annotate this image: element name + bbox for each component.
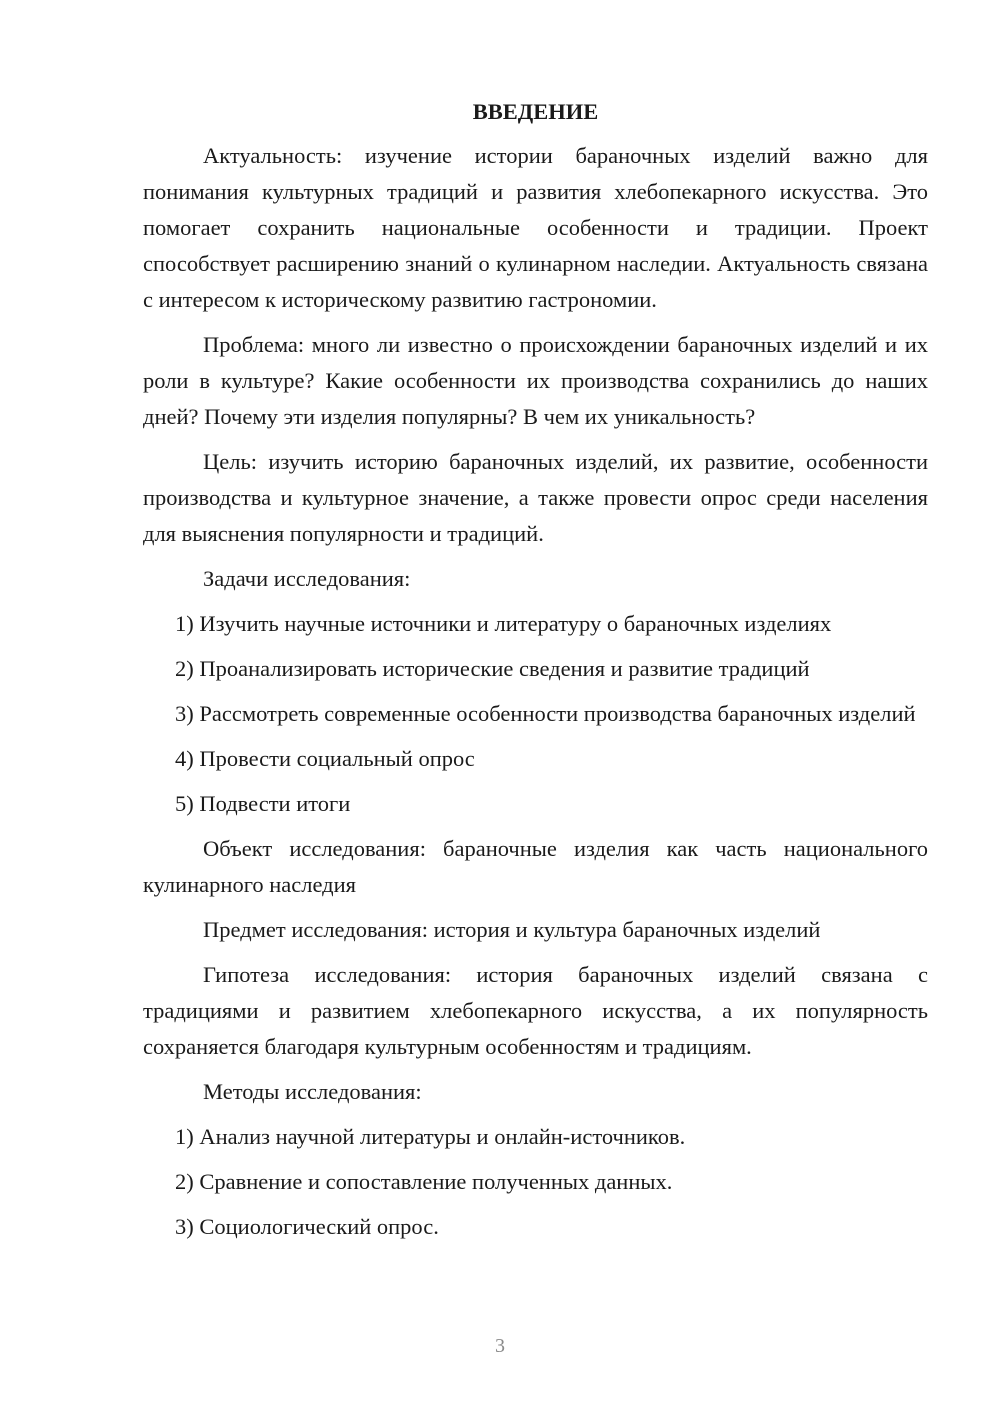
tasks-title: Задачи исследования: bbox=[203, 566, 411, 591]
method-item-2: 2) Сравнение и сопоставление полученных данных. bbox=[175, 1169, 673, 1194]
paragraph-problem: Проблема: много ли известно о происхождении бараночных изделий и их роли в культуре? Какие особенности их производства сохранились до наших дней? Почему эти изделия популярны? В чем их уникальность? bbox=[143, 332, 928, 429]
task-item-2: 2) Проанализировать исторические сведения и развитие традиций bbox=[175, 656, 810, 681]
page-number: 3 bbox=[495, 1335, 505, 1357]
paragraph-goal: Цель: изучить историю бараночных изделий, их развитие, особенности производства и культурное значение, а также провести опрос среди населения для выяснения популярности и традиций. bbox=[143, 449, 928, 546]
document-content bbox=[143, 94, 928, 1254]
paragraph-subject: Предмет исследования: история и культура бараночных изделий bbox=[203, 917, 821, 942]
method-item-1: 1) Анализ научной литературы и онлайн-источников. bbox=[175, 1124, 686, 1149]
task-item-4: 4) Провести социальный опрос bbox=[175, 746, 475, 771]
paragraph-hypothesis: Гипотеза исследования: история бараночных изделий связана с традициями и развитием хлебопекарного искусства, а их популярность сохраняется благодаря культурным особенностям и традициям. bbox=[143, 962, 928, 1059]
paragraph-relevance: Актуальность: изучение истории бараночных изделий важно для понимания культурных традиций и развития хлебопекарного искусства. Это помогает сохранить национальные особенности и традиции. Проект способствует расширению знаний о кулинарном наследии. Актуальность связана с интересом к историческому развитию гастрономии. bbox=[143, 143, 928, 312]
methods-title: Методы исследования: bbox=[203, 1079, 422, 1104]
section-heading: ВВЕДЕНИЕ bbox=[472, 99, 599, 124]
method-item-3: 3) Социологический опрос. bbox=[175, 1214, 439, 1239]
task-item-3: 3) Рассмотреть современные особенности производства бараночных изделий bbox=[175, 701, 916, 726]
task-item-1: 1) Изучить научные источники и литературу о бараночных изделиях bbox=[175, 611, 832, 636]
paragraph-object: Объект исследования: бараночные изделия как часть национального кулинарного наследия bbox=[143, 836, 928, 897]
task-item-5: 5) Подвести итоги bbox=[175, 791, 351, 816]
